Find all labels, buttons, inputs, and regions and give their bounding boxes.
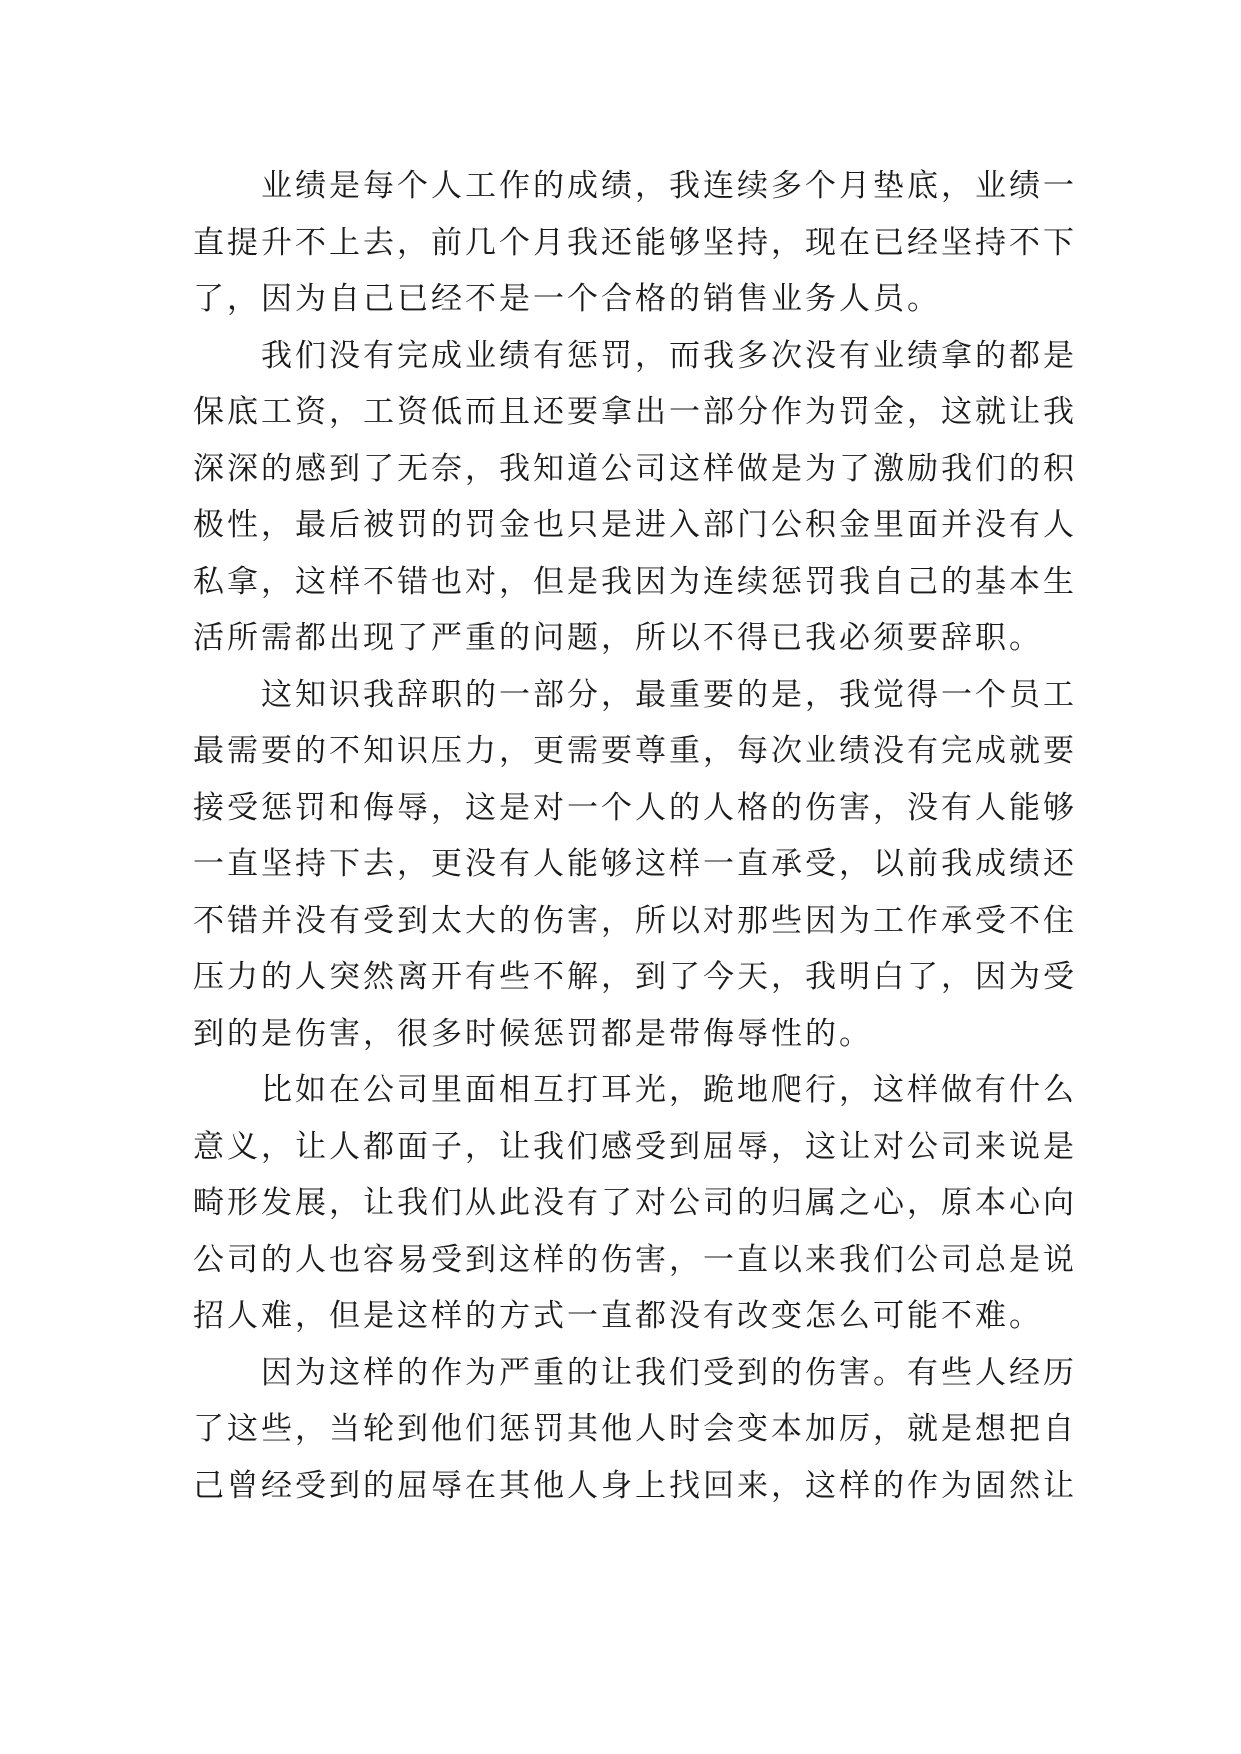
document-body bbox=[193, 158, 1077, 1514]
text-line: 畸形发展，让我们从此没有了对公司的归属之心，原本心向 bbox=[193, 1185, 1077, 1221]
text-line: 深深的感到了无奈，我知道公司这样做是为了激励我们的积 bbox=[193, 450, 1077, 487]
text-line: 己曾经受到的屈辱在其他人身上找回来，这样的作为固然让 bbox=[193, 1467, 1077, 1504]
text-line: 公司的人也容易受到这样的伤害，一直以来我们公司总是说 bbox=[193, 1241, 1077, 1278]
text-line: 了，因为自己已经不是一个合格的销售业务人员。 bbox=[193, 281, 941, 317]
text-line: 我们没有完成业绩有惩罚，而我多次没有业绩拿的都是 bbox=[261, 337, 1077, 374]
text-line: 这知识我辞职的一部分，最重要的是，我觉得一个员工 bbox=[261, 676, 1077, 713]
text-line: 私拿，这样不错也对，但是我因为连续惩罚我自己的基本生 bbox=[193, 563, 1077, 600]
text-line: 意义，让人都面子，让我们感受到屈辱，这让对公司来说是 bbox=[193, 1128, 1077, 1165]
paragraph-3 bbox=[193, 667, 1077, 1063]
paragraph-4 bbox=[193, 1062, 1077, 1345]
text-line: 压力的人突然离开有些不解，到了今天，我明白了，因为受 bbox=[193, 959, 1077, 995]
text-line: 业绩是每个人工作的成绩，我连续多个月垫底，业绩一 bbox=[261, 168, 1077, 204]
paragraph-5 bbox=[193, 1345, 1077, 1515]
text-line: 到的是伤害，很多时候惩罚都是带侮辱性的。 bbox=[193, 1015, 873, 1052]
text-line: 一直坚持下去，更没有人能够这样一直承受，以前我成绩还 bbox=[193, 846, 1077, 882]
paragraph-1 bbox=[193, 158, 1077, 328]
text-line: 比如在公司里面相互打耳光，跪地爬行，这样做有什么 bbox=[261, 1072, 1077, 1108]
text-line: 招人难，但是这样的方式一直都没有改变怎么可能不难。 bbox=[193, 1298, 1043, 1334]
text-line: 活所需都出现了严重的问题，所以不得已我必须要辞职。 bbox=[193, 620, 1043, 656]
text-line: 了这些，当轮到他们惩罚其他人时会变本加厉，就是想把自 bbox=[193, 1411, 1077, 1447]
text-line: 极性，最后被罚的罚金也只是进入部门公积金里面并没有人 bbox=[193, 507, 1077, 543]
text-line: 保底工资，工资低而且还要拿出一部分作为罚金，这就让我 bbox=[193, 394, 1077, 430]
text-line: 因为这样的作为严重的让我们受到的伤害。有些人经历 bbox=[261, 1354, 1077, 1391]
paragraph-2 bbox=[193, 328, 1077, 667]
text-line: 不错并没有受到太大的伤害，所以对那些因为工作承受不住 bbox=[193, 902, 1077, 939]
text-line: 接受惩罚和侮辱，这是对一个人的人格的伤害，没有人能够 bbox=[193, 789, 1077, 826]
text-line: 直提升不上去，前几个月我还能够坚持，现在已经坚持不下 bbox=[193, 224, 1077, 261]
text-line: 最需要的不知识压力，更需要尊重，每次业绩没有完成就要 bbox=[193, 733, 1077, 769]
